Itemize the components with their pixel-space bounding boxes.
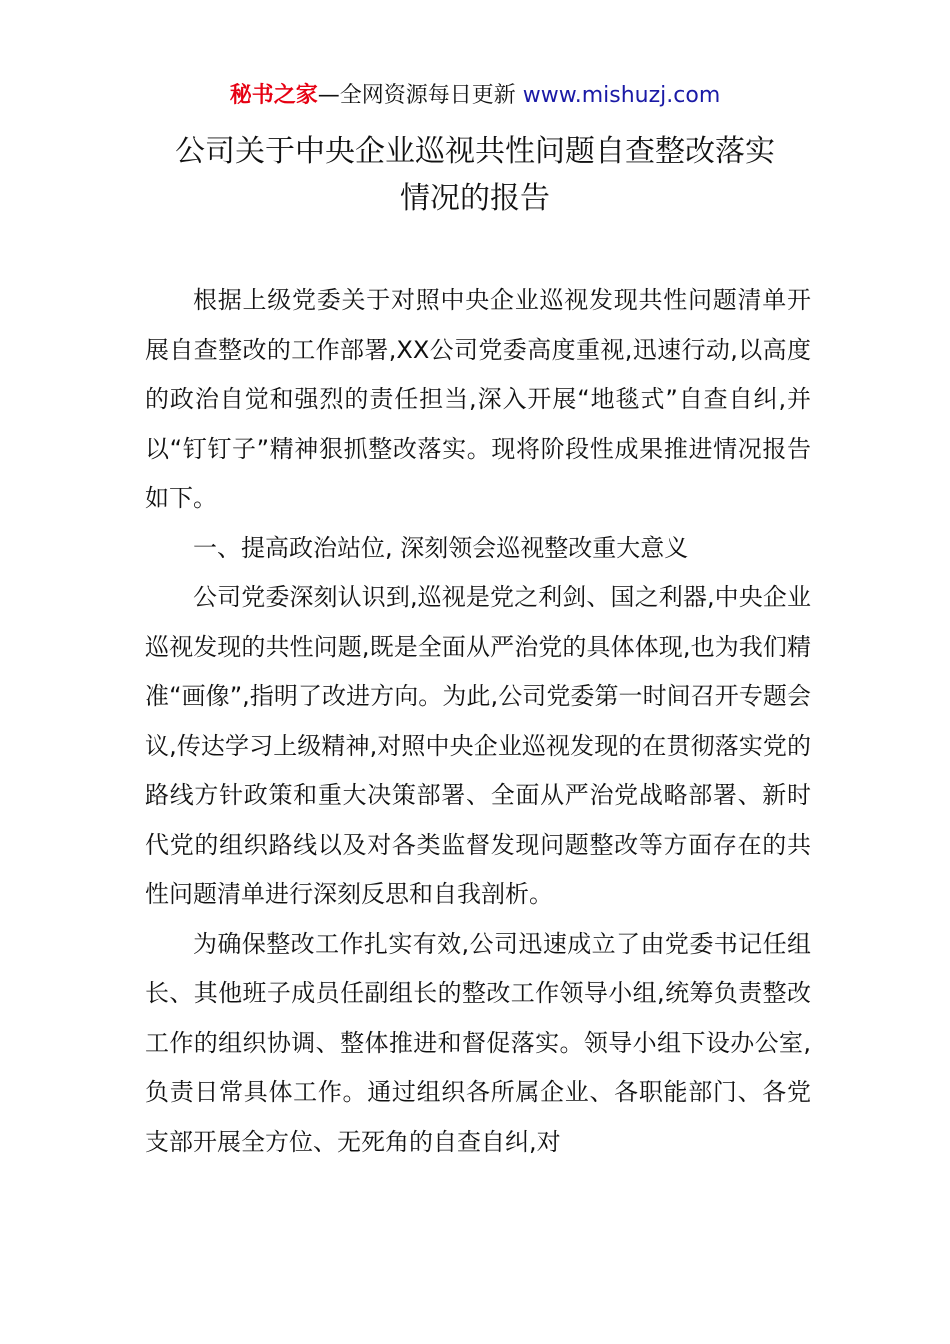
paragraph-section-1-a: 公司党委深刻认识到,巡视是党之利剑、国之利器,中央企业巡视发现的共性问题,既是全面从严治党的具体体现,也为我们精准“画像”,指明了改进方向。为此,公司党委第一时间召开专题会议,传达学习上级精神,对照中央企业巡视发现的在贯彻落实党的路线方针政策和重大决策部署、全面从严治党战略部署、新时代党的组织路线以及对各类监督发现问题整改等方面存在的共性问题清单进行深刻反思和自我剖析。: [145, 583, 811, 908]
report-body: [145, 276, 811, 1167]
brand-name: 秘书之家: [229, 83, 318, 108]
section-heading-1: 一、提高政治站位, 深刻领会巡视整改重大意义: [193, 533, 689, 562]
report-title-line-2: 情况的报告: [400, 181, 550, 216]
site-header: [0, 80, 950, 112]
paragraph-intro: 根据上级党委关于对照中央企业巡视发现共性问题清单开展自查整改的工作部署,XX公司党委高度重视,迅速行动,以高度的政治自觉和强烈的责任担当,深入开展“地毯式”自查自纠,并以“钉钉子”精神狠抓整改落实。现将阶段性成果推进情况报告如下。: [145, 286, 811, 512]
report-title: [130, 128, 820, 222]
paragraph-section-1-b: 为确保整改工作扎实有效,公司迅速成立了由党委书记任组长、其他班子成员任副组长的整改工作领导小组,统筹负责整改工作的组织协调、整体推进和督促落实。领导小组下设办公室,负责日常具体工作。通过组织各所属企业、各职能部门、各党支部开展全方位、无死角的自查自纠,对: [145, 929, 811, 1156]
header-tagline: —全网资源每日更新: [317, 83, 516, 108]
report-title-line-1: 公司关于中央企业巡视共性问题自查整改落实: [175, 134, 775, 169]
site-url-link[interactable]: www.mishuzj.com: [522, 83, 721, 108]
